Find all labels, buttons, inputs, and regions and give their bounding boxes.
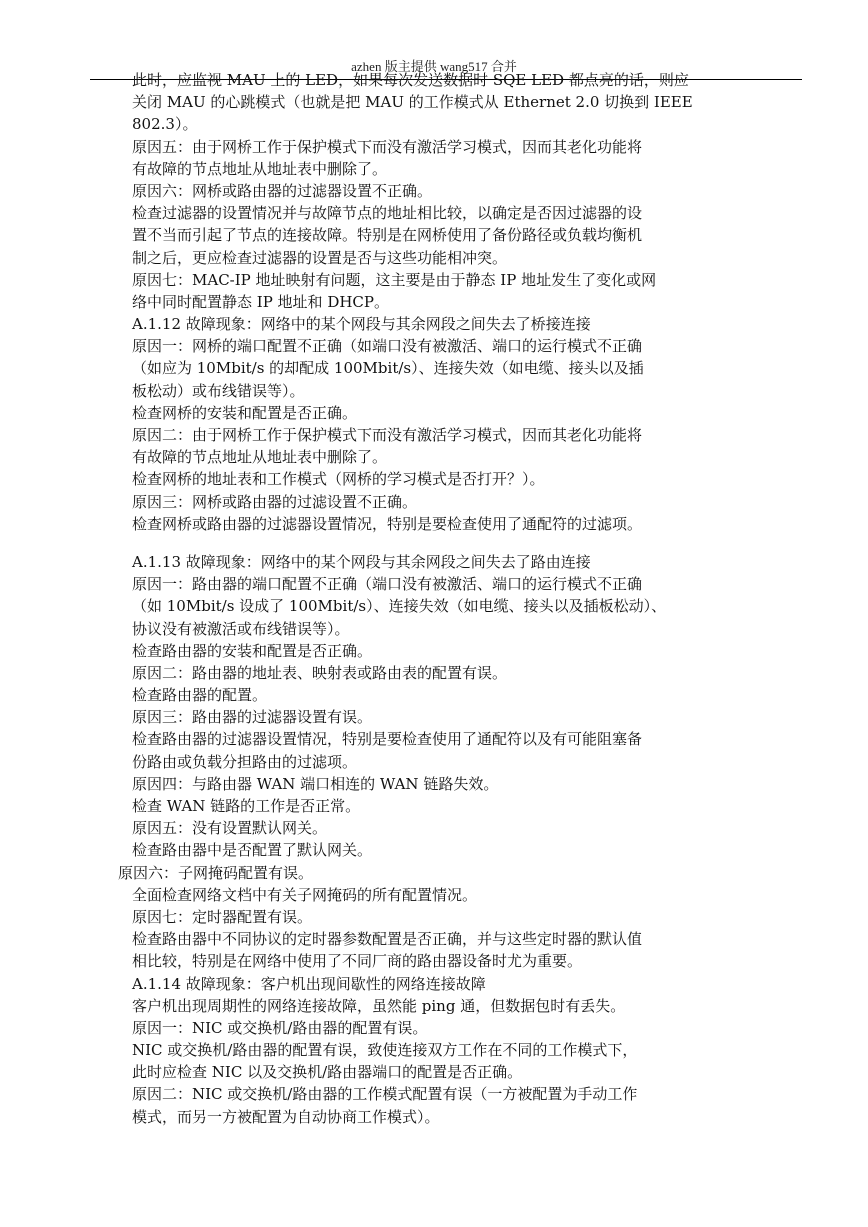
text-line: 检查路由器的过滤器设置情况，特别是要检查使用了通配符以及有可能阻塞备 (132, 730, 643, 749)
document-body (118, 69, 732, 1128)
text-line: 原因四：与路由器 WAN 端口相连的 WAN 链路失效。 (132, 774, 499, 793)
text-line: 原因五：由于网桥工作于保护模式下而没有激活学习模式，因而其老化功能将 (132, 137, 643, 156)
text-line: 原因二：路由器的地址表、映射表或路由表的配置有误。 (132, 663, 508, 682)
text-line: 此时应检查 NIC 以及交换机/路由器端口的配置是否正确。 (132, 1063, 523, 1082)
text-line: 络中同时配置静态 IP 地址和 DHCP。 (132, 292, 390, 311)
page-header: azhen 版主提供 wang517 合并 (351, 59, 517, 74)
text-line: 检查路由器的配置。 (132, 686, 268, 705)
text-line: 有故障的节点地址从地址表中删除了。 (132, 448, 388, 467)
text-line: 客户机出现周期性的网络连接故障，虽然能 ping 通，但数据包时有丢失。 (132, 996, 626, 1015)
text-line: 原因二：由于网桥工作于保护模式下而没有激活学习模式，因而其老化功能将 (132, 426, 643, 444)
text-line: NIC 或交换机/路由器的配置有误，致使连接双方工作在不同的工作模式下， (132, 1041, 638, 1060)
text-line: 全面检查网络文档中有关子网掩码的所有配置情况。 (132, 885, 478, 904)
text-line: 此时，应监视 MAU 上的 LED，如果每次发送数据时 SQE LED 都点亮的话，则应 (132, 71, 689, 89)
text-line: 份路由或负载分担路由的过滤项。 (132, 752, 358, 771)
section-heading: A.1.12 故障现象：网络中的某个网段与其余网段之间失去了桥接连接 (132, 315, 591, 334)
text-line: 原因一：路由器的端口配置不正确（端口没有被激活、端口的运行模式不正确 (132, 575, 643, 594)
text-line: 协议没有被激活或布线错误等）。 (132, 619, 350, 638)
text-line: 原因七：定时器配置有误。 (132, 907, 313, 926)
text-line: 原因一：网桥的端口配置不正确（如端口没有被激活、端口的运行模式不正确 (132, 337, 643, 356)
text-line: 原因三：网桥或路由器的过滤设置不正确。 (132, 492, 418, 511)
text-line: 原因五：没有设置默认网关。 (132, 819, 328, 838)
section-heading: A.1.14 故障现象：客户机出现间歇性的网络连接故障 (132, 974, 486, 993)
text-line: 模式，而另一方被配置为自动协商工作模式）。 (132, 1107, 440, 1126)
text-line: 板松动）或布线错误等）。 (132, 381, 305, 400)
text-line: 检查网桥或路由器的过滤器设置情况，特别是要检查使用了通配符的过滤项。 (132, 514, 643, 533)
text-line: 关闭 MAU 的心跳模式（也就是把 MAU 的工作模式从 Ethernet 2.0 切换到 IEEE (132, 93, 693, 112)
text-line: 有故障的节点地址从地址表中删除了。 (132, 159, 388, 178)
text-line: 原因六：网桥或路由器的过滤器设置不正确。 (132, 181, 433, 200)
text-line: 检查 WAN 链路的工作是否正常。 (132, 797, 361, 815)
text-line: 置不当而引起了节点的连接故障。特别是在网桥使用了备份路径或负载均衡机 (132, 226, 643, 245)
text-line: 802.3）。 (132, 115, 198, 134)
text-line: 原因七：MAC-IP 地址映射有问题，这主要是由于静态 IP 地址发生了变化或网 (132, 270, 657, 289)
section-heading: A.1.13 故障现象：网络中的某个网段与其余网段之间失去了路由连接 (132, 552, 591, 571)
text-line: 原因三：路由器的过滤器设置有误。 (132, 708, 373, 727)
text-line: （如应为 10Mbit/s 的却配成 100Mbit/s）、连接失效（如电缆、接头以及插 (132, 359, 644, 378)
text-line: 检查过滤器的设置情况并与故障节点的地址相比较，以确定是否因过滤器的设 (132, 204, 643, 223)
text-line: 制之后，更应检查过滤器的设置是否与这些功能相冲突。 (132, 248, 508, 267)
text-line: 原因二：NIC 或交换机/路由器的工作模式配置有误（一方被配置为手动工作 (132, 1085, 638, 1104)
text-line: （如 10Mbit/s 设成了 100Mbit/s）、连接失效（如电缆、接头以及插板松动）、 (132, 597, 667, 616)
text-line: 检查网桥的安装和配置是否正确。 (132, 403, 358, 422)
text-line: 检查路由器的安装和配置是否正确。 (132, 641, 373, 660)
text-line: 检查路由器中不同协议的定时器参数配置是否正确，并与这些定时器的默认值 (132, 930, 643, 949)
text-line: 相比较，特别是在网络中使用了不同厂商的路由器设备时尤为重要。 (132, 952, 583, 971)
text-line: 原因六：子网掩码配置有误。 (118, 863, 314, 882)
text-line: 检查网桥的地址表和工作模式（网桥的学习模式是否打开？）。 (132, 470, 545, 489)
text-line: 检查路由器中是否配置了默认网关。 (132, 841, 373, 860)
text-line: 原因一：NIC 或交换机/路由器的配置有误。 (132, 1018, 428, 1037)
